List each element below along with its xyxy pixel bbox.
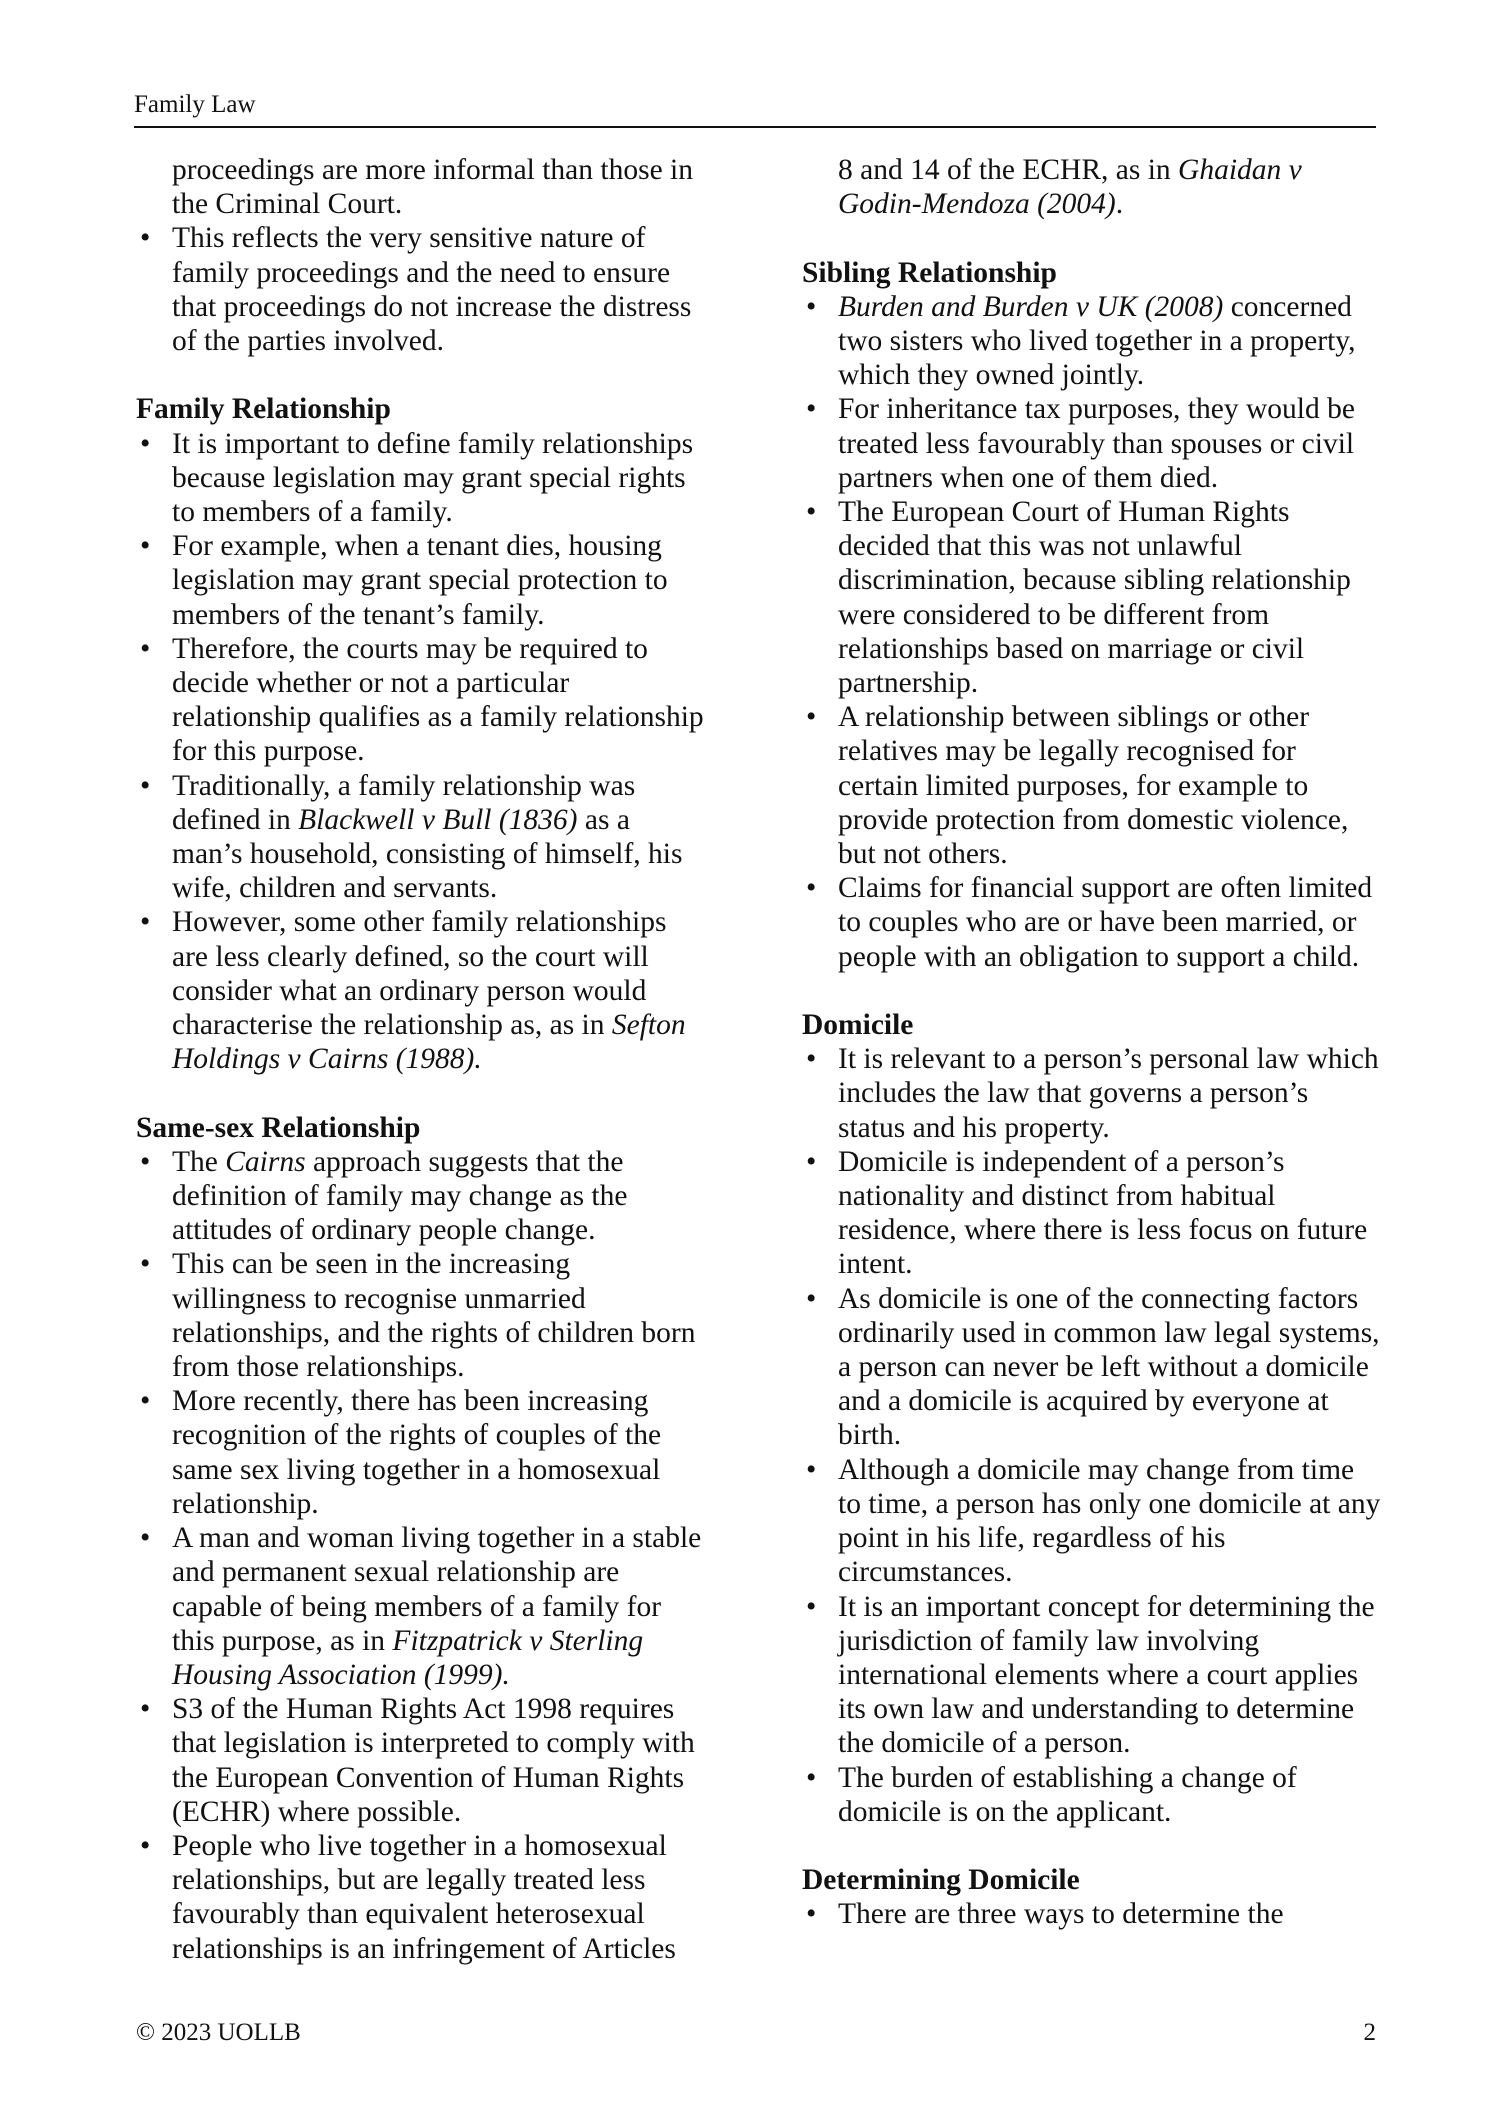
list-item [136, 1145, 706, 1248]
section-heading-domicile: Domicile [802, 1009, 914, 1042]
list-item: • Claims for financial support are often limited to couples who are or have been married, or people with an obligation to support a child. [802, 871, 1382, 974]
page-number: 2 [1363, 2019, 1376, 2046]
copyright-text: © 2023 UOLLB [136, 2019, 301, 2046]
list-item: • More recently, there has been increasing recognition of the rights of couples of the same sex living together in a homosexual relationship. [136, 1384, 706, 1521]
list-item: • For inheritance tax purposes, they would be treated less favourably than spouses or civil partners when one of them died. [802, 392, 1382, 495]
left-column [136, 153, 706, 1966]
text: 8 and 14 of the ECHR, as in [838, 154, 1179, 186]
list-item: • It is relevant to a person’s personal law which includes the law that governs a person’s status and his property. [802, 1042, 1382, 1145]
list-item [136, 1521, 706, 1692]
same-sex-relationship-list [136, 1145, 706, 1966]
list-item: • Although a domicile may change from time to time, a person has only one domicile at any point in his life, regardless of his circumstances. [802, 1453, 1382, 1590]
text: However, some other family relationships are less clearly defined, so the court will consider what an ordinary person would characterise the relationship as, as in [172, 906, 667, 1042]
text: The [172, 1145, 226, 1178]
list-item [136, 905, 706, 1076]
section-heading-determining-domicile: Determining Domicile [802, 1864, 1080, 1897]
list-item: • Therefore, the courts may be required to decide whether or not a particular relationship qualifies as a family relationship for this purpose. [136, 632, 706, 769]
case-citation: Blackwell v Bull (1836) [298, 803, 578, 836]
text: approach suggests that the definition of family may change as the attitudes of ordinary people change. [172, 1145, 628, 1247]
list-item: • Domicile is independent of a person’s nationality and distinct from habitual residence, where there is less focus on future intent. [802, 1145, 1382, 1282]
sibling-relationship-list [802, 290, 1382, 974]
case-citation: Sefton Holdings v Cairns (1988). [172, 1009, 686, 1076]
case-citation: Ghaidan v Godin-Mendoza (2004) [838, 154, 1302, 221]
list-item: • There are three ways to determine the [802, 1897, 1382, 1931]
case-citation: Fitzpatrick v Sterling Housing Association (1999). [172, 1624, 644, 1691]
family-relationship-list [136, 427, 706, 1077]
section-heading-sibling-relationship: Sibling Relationship [802, 256, 1057, 289]
section-heading-family-relationship: Family Relationship [136, 393, 391, 426]
list-item [802, 290, 1382, 393]
header-title: Family Law [134, 91, 256, 118]
continued-paragraph [802, 153, 1382, 221]
list-item: • S3 of the Human Rights Act 1998 requires that legislation is interpreted to comply with the European Convention of Human Rights (ECHR) where possible. [136, 1692, 706, 1829]
continued-paragraph: proceedings are more informal than those in the Criminal Court. [172, 154, 693, 221]
case-citation: Cairns [225, 1145, 306, 1178]
list-item: • A relationship between siblings or other relatives may be legally recognised for certain limited purposes, for example to provide protection from domestic violence, but not others. [802, 700, 1382, 871]
list-item: • The burden of establishing a change of domicile is on the applicant. [802, 1761, 1382, 1829]
list-item: • This can be seen in the increasing willingness to recognise unmarried relationships, and the rights of children born from those relationships. [136, 1247, 706, 1384]
list-item: • People who live together in a homosexual relationships, but are legally treated less favourably than equivalent heterosexual relationships is an infringement of Articles [136, 1829, 706, 1966]
case-citation: Burden and Burden v UK (2008) [838, 290, 1224, 323]
list-item [136, 769, 706, 906]
text: . [1115, 188, 1124, 221]
section-heading-same-sex-relationship: Same-sex Relationship [136, 1111, 421, 1144]
determining-domicile-list [802, 1897, 1382, 1931]
continued-bullet-list [136, 221, 706, 358]
list-item: • The European Court of Human Rights decided that this was not unlawful discrimination, because sibling relationship were considered to be different from relationships based on marriage or civil partnership. [802, 495, 1382, 700]
page-header [134, 90, 1376, 128]
list-item: • It is important to define family relationships because legislation may grant special rights to members of a family. [136, 427, 706, 530]
text: Traditionally, a family relationship was defined in [172, 769, 636, 836]
list-item: • This reflects the very sensitive nature of family proceedings and the need to ensure that proceedings do not increase the distress of the parties involved. [136, 221, 706, 358]
text: concerned two sisters who lived together in a property, which they owned jointly. [838, 290, 1356, 392]
domicile-list [802, 1042, 1382, 1829]
list-item: • As domicile is one of the connecting factors ordinarily used in common law legal systems, a person can never be left without a domicile and a domicile is acquired by everyone at birth. [802, 1282, 1382, 1453]
right-column [802, 153, 1382, 1932]
page-footer [136, 2018, 1376, 2048]
text: A man and woman living together in a stable and permanent sexual relationship are capable of being members of a family for this purpose, as in [172, 1522, 702, 1657]
list-item: • For example, when a tenant dies, housing legislation may grant special protection to members of the tenant’s family. [136, 529, 706, 632]
text: as a man’s household, consisting of himself, his wife, children and servants. [172, 803, 683, 905]
list-item: • It is an important concept for determining the jurisdiction of family law involving international elements where a court applies its own law and understanding to determine the domicile of a person. [802, 1590, 1382, 1761]
